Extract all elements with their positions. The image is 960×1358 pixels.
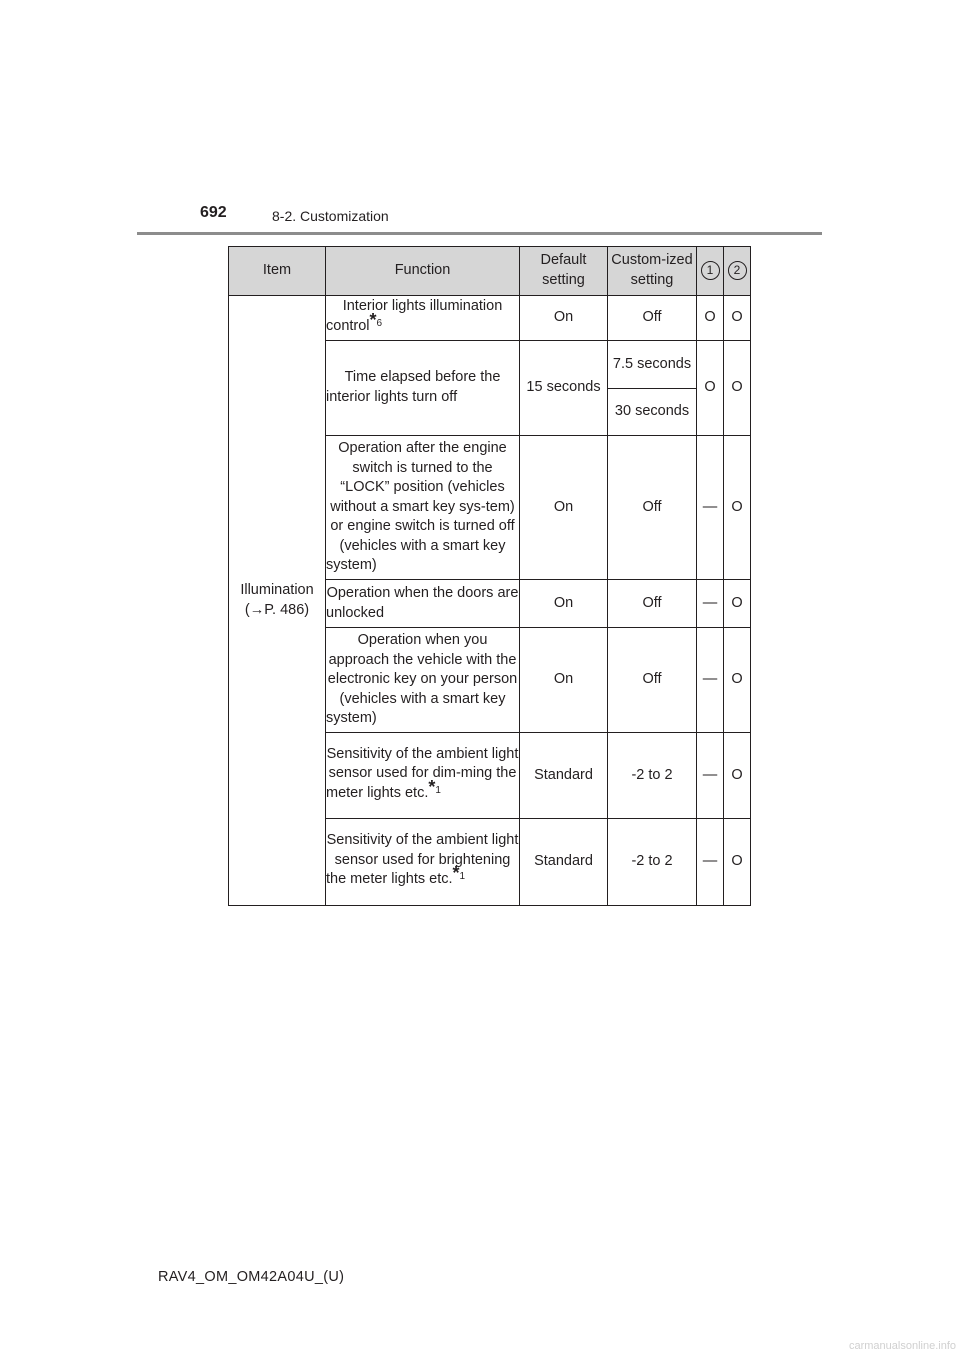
custom-cell: Off — [608, 436, 697, 580]
default-cell: Standard — [520, 733, 608, 819]
item-label: Illumination — [240, 581, 314, 598]
circled-1-icon: 1 — [701, 261, 720, 280]
item-cell — [229, 296, 326, 906]
custom-cell: 30 seconds — [608, 389, 697, 436]
watermark: carmanualsonline.info — [848, 1340, 956, 1352]
document-code: RAV4_OM_OM42A04U_(U) — [158, 1269, 345, 1285]
header-default-setting: Default setting — [520, 247, 608, 296]
method-1-cell: O — [697, 341, 724, 436]
function-cell: Sensitivity of the ambient light sensor used for dim-ming the meter lights etc.$^{*1}$ — [326, 733, 520, 819]
default-cell: On — [520, 296, 608, 341]
custom-cell: Off — [608, 580, 697, 628]
default-cell: On — [520, 436, 608, 580]
function-cell: Sensitivity of the ambient light sensor used for brightening the meter lights etc.$^{*1}$ — [326, 819, 520, 906]
custom-cell: 7.5 seconds — [608, 341, 697, 389]
function-cell: Time elapsed before the interior lights turn off — [326, 341, 520, 436]
footnote-mark: *1 — [452, 863, 466, 884]
header-divider — [137, 232, 822, 235]
custom-cell: -2 to 2 — [608, 733, 697, 819]
method-2-cell: O — [724, 819, 751, 906]
footnote-mark: *6 — [369, 309, 383, 330]
default-cell: Standard — [520, 819, 608, 906]
method-1-cell: — — [697, 436, 724, 580]
asterisk-icon: * — [428, 776, 436, 797]
method-1-cell: — — [697, 628, 724, 733]
custom-cell: Off — [608, 628, 697, 733]
header-item: Item — [229, 247, 326, 296]
section-title: 8-2. Customization — [272, 208, 389, 224]
function-cell: Operation when the doors are unlocked — [326, 580, 520, 628]
function-cell: Interior lights illumination control$^{*6}$ — [326, 296, 520, 341]
custom-cell: -2 to 2 — [608, 819, 697, 906]
method-2-cell: O — [724, 628, 751, 733]
method-1-cell: — — [697, 733, 724, 819]
function-cell: Operation after the engine switch is turned to the “LOCK” position (vehicles without a smart key sys-tem) or engine switch is turned off (vehicles with a smart key system) — [326, 436, 520, 580]
method-2-cell: O — [724, 436, 751, 580]
method-2-cell: O — [724, 733, 751, 819]
table-row — [229, 296, 751, 341]
header-method-2 — [724, 247, 751, 296]
header-method-1 — [697, 247, 724, 296]
asterisk-icon: * — [452, 863, 460, 884]
default-cell: On — [520, 628, 608, 733]
page-number: 692 — [200, 204, 227, 221]
method-2-cell: O — [724, 580, 751, 628]
custom-cell: Off — [608, 296, 697, 341]
method-1-cell: — — [697, 819, 724, 906]
method-1-cell: O — [697, 296, 724, 341]
item-page-ref: (→P. 486) — [244, 601, 310, 618]
footnote-mark: *1 — [428, 776, 441, 797]
customization-table — [228, 246, 751, 906]
header-customized-setting: Custom-ized setting — [608, 247, 697, 296]
method-2-cell: O — [724, 341, 751, 436]
asterisk-icon: * — [369, 309, 377, 330]
method-2-cell: O — [724, 296, 751, 341]
header-function: Function — [326, 247, 520, 296]
circled-2-icon: 2 — [728, 261, 747, 280]
table-header-row — [229, 247, 751, 296]
default-cell: 15 seconds — [520, 341, 608, 436]
method-1-cell: — — [697, 580, 724, 628]
function-cell: Operation when you approach the vehicle with the electronic key on your person (vehicles with a smart key system) — [326, 628, 520, 733]
default-cell: On — [520, 580, 608, 628]
